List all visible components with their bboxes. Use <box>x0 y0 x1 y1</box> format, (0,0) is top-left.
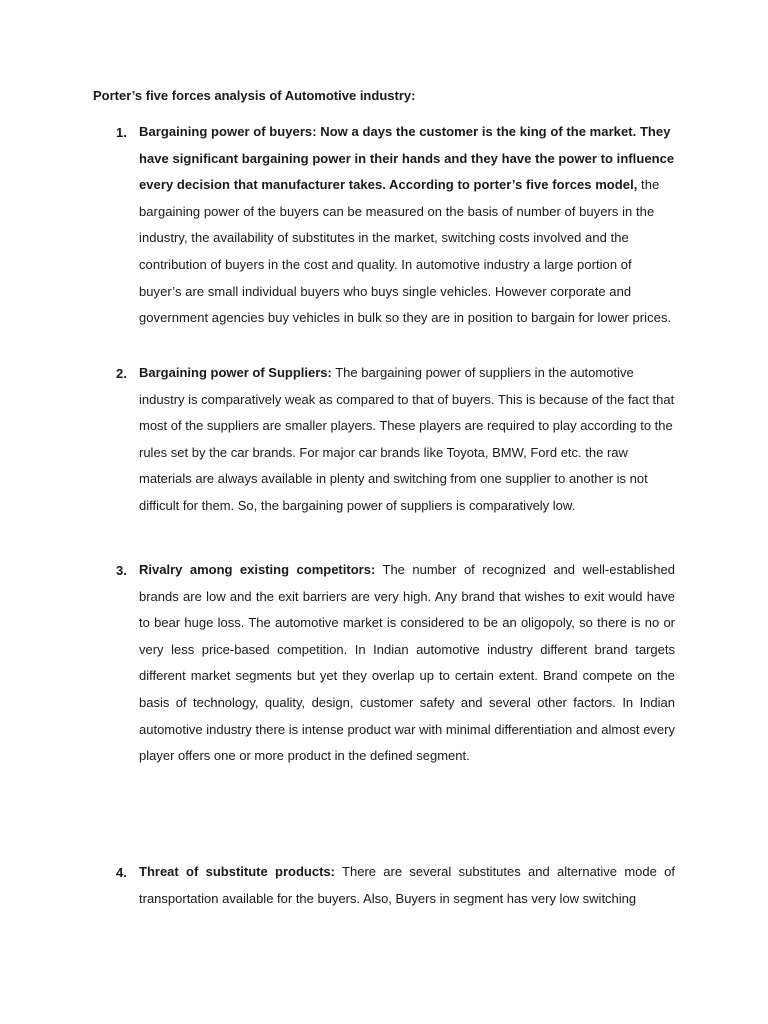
list-item-body: There are several substitutes and alternative mode of transportation available for the buyers. Also, Buyers in segment has very low switching <box>139 864 675 906</box>
list-item-paragraph <box>139 119 675 332</box>
list-item-number: 1. <box>116 125 127 140</box>
list-item-paragraph <box>139 859 675 912</box>
list-item-bold-text: Now a days the customer is the king of the market. They have significant bargaining power in their hands and they have the power to influence every decision that manufacturer takes. According to porter’s five forces model, <box>139 124 675 193</box>
document-title: Porter’s five forces analysis of Automotive industry: <box>93 88 416 103</box>
list-item-body: The number of recognized and well-established brands are low and the exit barriers are very high. Any brand that wishes to exit would have to bear huge loss. The automotive market is considered to be an oligopoly, so there is no or very less price-based competition. In Indian automotive industry different brand targets different market segments but yet they overlap up to certain extent. Brand compete on the basis of technology, quality, design, customer safety and several other factors. In Indian automotive industry there is intense product war with minimal differentiation and almost every player offers one or more product in the defined segment. <box>139 562 675 764</box>
list-item-number: 4. <box>116 865 127 880</box>
list-item-heading: Rivalry among existing competitors: <box>139 562 376 577</box>
list-item-heading: Threat of substitute products: <box>139 864 335 879</box>
list-item-body: the bargaining power of the buyers can be measured on the basis of number of buyers in the industry, the availability of substitutes in the market, switching costs involved and the contribution of buyers in the cost and quality. In automotive industry a large portion of buyer’s are small individual buyers who buys single vehicles. However corporate and government agencies buy vehicles in bulk so they are in position to bargain for lower prices. <box>139 177 672 326</box>
list-item-paragraph <box>139 557 675 770</box>
list-item-heading: Bargaining power of Suppliers: <box>139 365 332 380</box>
list-item-heading: Bargaining power of buyers: <box>139 124 317 139</box>
list-item-body: The bargaining power of suppliers in the automotive industry is comparatively weak as compared to that of buyers. This is because of the fact that most of the suppliers are smaller players. These players are required to play according to the rules set by the car brands. For major car brands like Toyota, BMW, Ford etc. the raw materials are always available in plenty and switching from one supplier to another is not difficult for them. So, the bargaining power of suppliers is comparatively low. <box>139 365 675 513</box>
list-item-number: 2. <box>116 366 127 381</box>
list-item-paragraph <box>139 360 675 520</box>
list-item-number: 3. <box>116 563 127 578</box>
